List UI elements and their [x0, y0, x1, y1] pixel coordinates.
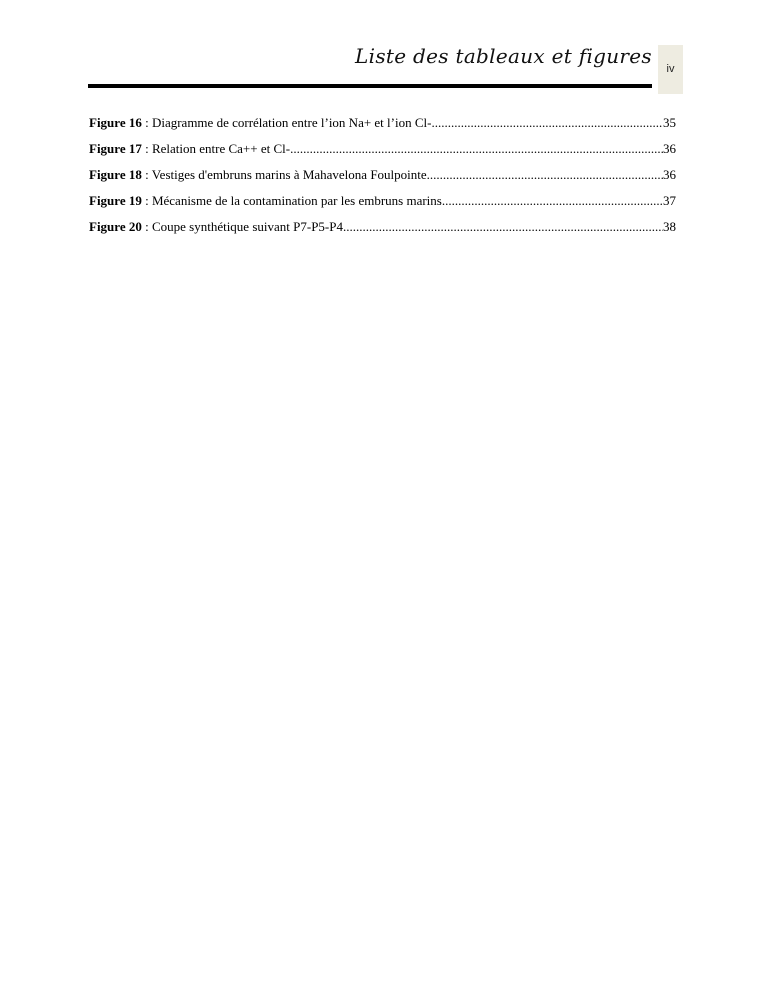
toc-entry-page: 37 — [663, 193, 676, 208]
page-number: iv — [666, 63, 675, 75]
toc-entry-text: : Relation entre Ca++ et Cl- — [141, 141, 291, 156]
toc-entry-figure-17[interactable] — [89, 136, 676, 162]
header-rule — [88, 84, 652, 88]
toc-entry-text: : Diagramme de corrélation entre l’ion Na+ et l’ion Cl- — [141, 115, 432, 130]
toc-entry-label: Figure 19 — [89, 193, 142, 208]
toc-entry-text: : Coupe synthétique suivant P7-P5-P4 — [141, 219, 343, 234]
toc-entry-label: Figure 20 — [89, 219, 142, 234]
dot-leader — [427, 162, 663, 188]
toc-entry-text: : Mécanisme de la contamination par les embruns marins — [141, 193, 442, 208]
toc-entry-label: Figure 16 — [89, 115, 142, 130]
dot-leader — [343, 214, 663, 240]
toc-entry-text: : Vestiges d'embruns marins à Mahavelona Foulpointe — [141, 167, 427, 182]
dot-leader — [431, 110, 663, 136]
toc-entry-page: 36 — [663, 167, 676, 182]
toc-entry-figure-18[interactable] — [89, 162, 676, 188]
dot-leader — [442, 188, 663, 214]
toc-entry-label: Figure 18 — [89, 167, 142, 182]
dot-leader — [290, 136, 663, 162]
toc-entry-figure-19[interactable] — [89, 188, 676, 214]
toc-entry-page: 38 — [663, 219, 676, 234]
toc-entry-label: Figure 17 — [89, 141, 142, 156]
table-of-contents — [89, 110, 676, 240]
page-number-box — [658, 45, 683, 94]
toc-entry-page: 36 — [663, 141, 676, 156]
toc-entry-figure-20[interactable] — [89, 214, 676, 240]
header-title: Liste des tableaux et figures — [355, 44, 652, 68]
toc-entry-figure-16[interactable] — [89, 110, 676, 136]
toc-entry-page: 35 — [663, 115, 676, 130]
